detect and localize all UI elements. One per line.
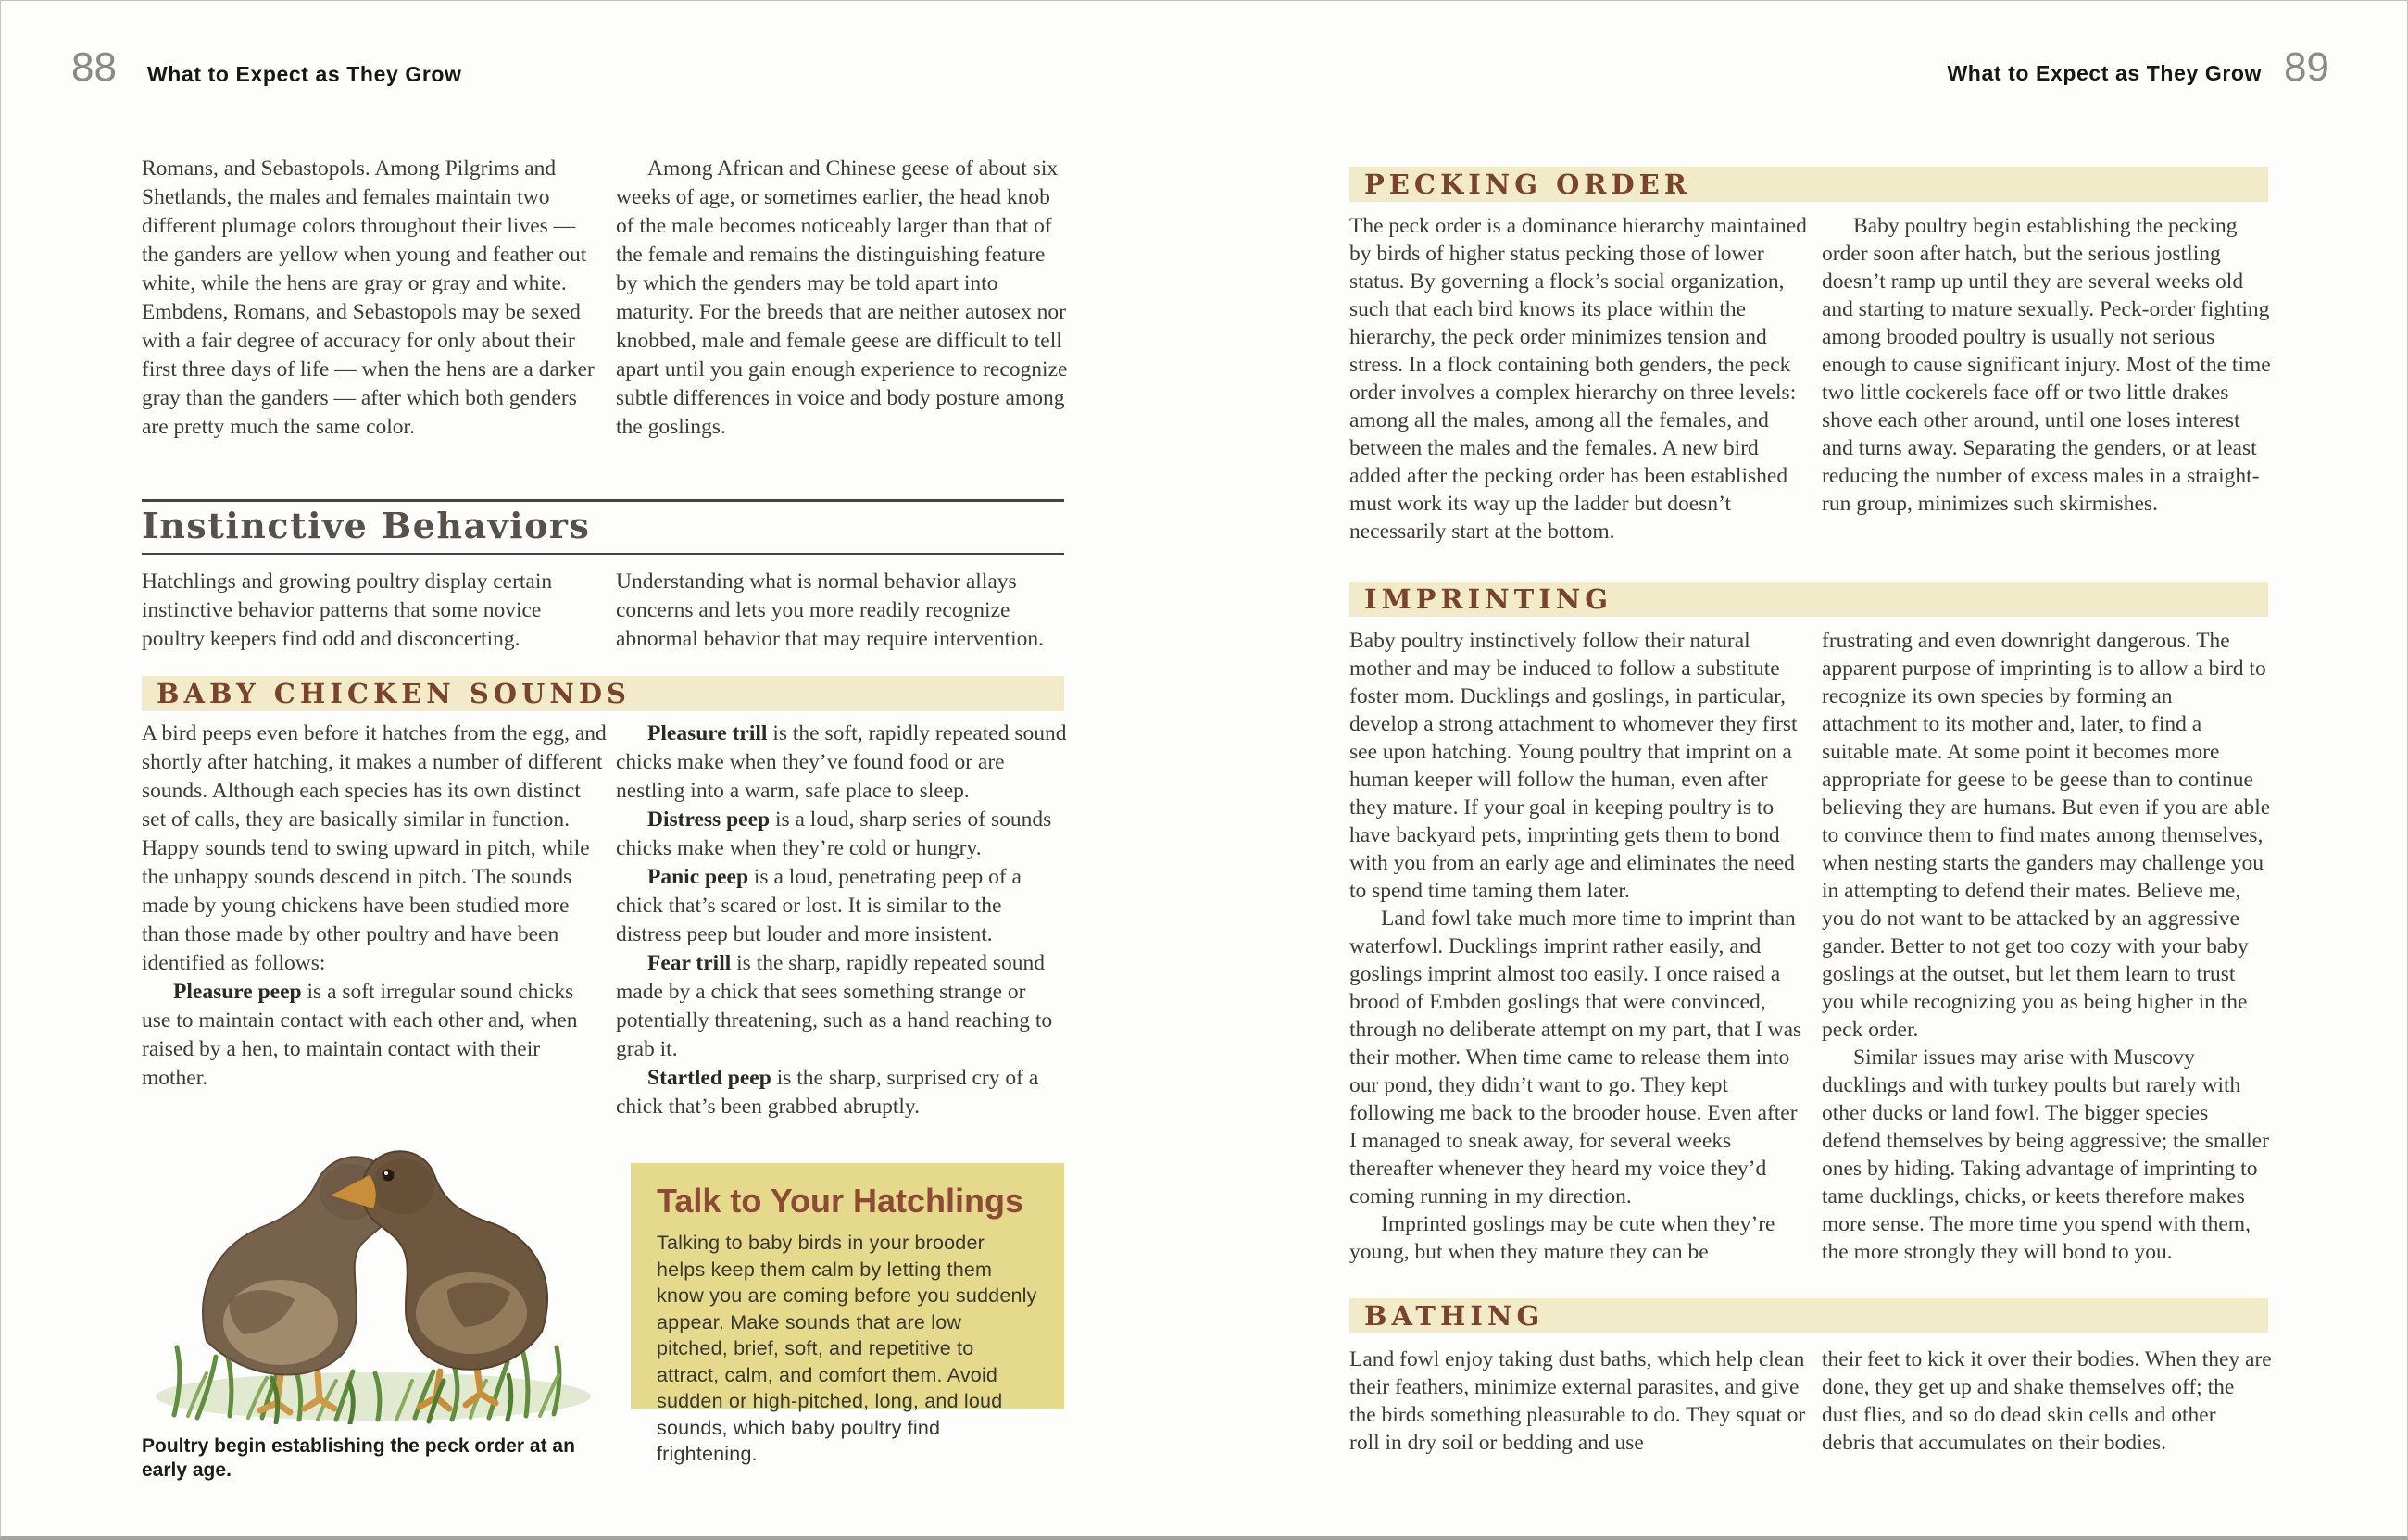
- sound-term: Distress peep: [647, 808, 771, 832]
- page-number-left: 88: [71, 44, 117, 90]
- bathing-column-1: [1349, 1346, 1807, 1457]
- subsection-header-imprinting: IMPRINTING: [1349, 582, 2268, 617]
- sound-term: Panic peep: [647, 865, 749, 889]
- paragraph: Baby poultry instinctively follow their natural mother and may be induced to follow a substitute foster mom. Ducklings and goslings, in particular, develop a strong attachment to whomever they first see upon hatching. Young poultry that imprint on a human keeper will follow the human, even after they mature. If your goal in keeping poultry is to have backyard pets, imprinting gets them to bond with you from an early age and eliminates the need to spend time taming them later.: [1349, 629, 1798, 903]
- baby-sounds-column-1: [142, 720, 607, 1093]
- sound-desc: is the sharp, surprised cry of a chick that’s been grabbed abruptly.: [616, 1066, 1039, 1119]
- tip-box-title: Talk to Your Hatchlings: [657, 1182, 1024, 1220]
- paragraph: Imprinted goslings may be cute when they’re young, but when they mature they can be: [1349, 1212, 1775, 1264]
- subsection-header-pecking-order: PECKING ORDER: [1349, 167, 2268, 202]
- pecking-order-column-2: [1822, 212, 2272, 518]
- subsection-header-baby-chicken-sounds: BABY CHICKEN SOUNDS: [142, 676, 1064, 711]
- ducklings-illustration: [142, 1105, 605, 1424]
- instinctive-column-2: [616, 568, 1072, 654]
- section-title-instinctive-behaviors: Instinctive Behaviors: [142, 505, 591, 546]
- sound-term: Pleasure trill: [647, 721, 768, 745]
- sound-desc: is a soft irregular sound chicks use to maintain contact with each other and, when raised by a hen, to maintain contact with their mother.: [142, 980, 578, 1090]
- image-caption: Poultry begin establishing the peck order at an early age.: [142, 1435, 575, 1481]
- sound-term: Startled peep: [647, 1066, 771, 1090]
- sound-item: [616, 720, 1072, 806]
- sound-desc: is the soft, rapidly repeated sound chicks make when they’ve found food or are nestling into a warm, safe place to sleep.: [616, 721, 1067, 803]
- imprinting-column-2: [1822, 627, 2272, 1266]
- sound-desc: is a loud, penetrating peep of a chick that’s scared or lost. It is similar to the distress peep but louder and more insistent.: [616, 865, 1022, 946]
- sound-item: [616, 806, 1072, 863]
- pecking-order-column-1: [1349, 212, 1807, 545]
- tip-box: [631, 1163, 1064, 1465]
- sound-desc: is the sharp, rapidly repeated sound made by a chick that sees something strange or potentially threatening, such as a hand reaching to grab it.: [616, 951, 1053, 1061]
- running-head-right: What to Expect as They Grow: [1947, 61, 2263, 85]
- intro-column-1: [142, 155, 607, 442]
- paragraph: Among African and Chinese geese of about six weeks of age, or sometimes earlier, the head knob of the male becomes noticeably larger than that of the female and remains the distinguishing feature by which the genders may be told apart into maturity. For the breeds that are neither autosex nor knobbed, male and female geese are difficult to tell apart until you gain enough experience to recognize subtle differences in voice and body posture among the goslings.: [616, 157, 1068, 439]
- sound-desc: is a loud, sharp series of sounds chicks make when they’re cold or hungry.: [616, 808, 1052, 860]
- paragraph: Land fowl take much more time to imprint than waterfowl. Ducklings imprint rather easily, and goslings imprint almost too easily. I once raised a brood of Embden goslings that were convinced, through no deliberate attempt on my part, that I was their mother. When time came to release them into our pond, they didn’t want to go. They kept following me back to the brooder house. Even after I managed to sneak away, for several weeks thereafter whenever they heard my voice they’d coming running in my direction.: [1349, 907, 1802, 1208]
- paragraph: Baby poultry begin establishing the pecking order soon after hatch, but the serious jostling doesn’t ramp up until they are several weeks old and starting to mature sexually. Peck-order fighting among brooded poultry is usually not serious enough to cause significant injury. Most of the time two little cockerels face off or two little drakes shove each other around, until one loses interest and turns away. Separating the genders, or at least reducing the number of excess males in a straight-run group, minimizes such skirmishes.: [1822, 214, 2271, 516]
- sound-item: [616, 863, 1072, 949]
- intro-column-2: [616, 155, 1072, 442]
- imprinting-column-1: [1349, 627, 1807, 1266]
- instinctive-column-1: [142, 568, 607, 654]
- sound-term: Pleasure peep: [173, 980, 302, 1004]
- paragraph: Understanding what is normal behavior allays concerns and lets you more readily recognize abnormal behavior that may require intervention.: [616, 570, 1045, 651]
- paragraph: Similar issues may arise with Muscovy ducklings and with turkey poults but rarely with other ducks or land fowl. The bigger species defend themselves by being aggressive; the smaller ones by hiding. Taking advantage of imprinting to tame ducklings, chicks, or keets therefore makes more sense. The more time you spend with them, the more strongly they will bond to you.: [1822, 1045, 2269, 1264]
- paragraph: their feet to kick it over their bodies. When they are done, they get up and shake themselves off; the dust flies, and so do dead skin cells and other debris that accumulates on their bodies.: [1822, 1347, 2272, 1455]
- paragraph: A bird peeps even before it hatches from the egg, and shortly after hatching, it makes a number of different sounds. Although each species has its own distinct set of calls, they are basically similar in function. Happy sounds tend to swing upward in pitch, while the unhappy sounds descend in pitch. The sounds made by young chickens have been studied more than those made by other poultry and have been identified as follows:: [142, 721, 607, 975]
- paragraph: frustrating and even downright dangerous. The apparent purpose of imprinting is to allow a bird to recognize its own species by forming an attachment to its mother and, later, to find a suitable mate. At some point it becomes more appropriate for geese to be geese than to continue believing they are humans. But even if you are able to convince them to find mates among themselves, when nesting starts the ganders may challenge you in attempting to defend their mates. Believe me, you do not want to be attacked by an aggressive gander. Better to not get too cozy with your baby goslings at the outset, but let them learn to trust you while recognizing you as being higher in the peck order.: [1822, 629, 2271, 1042]
- sound-term: Fear trill: [647, 951, 732, 975]
- running-head-left: What to Expect as They Grow: [147, 62, 462, 86]
- subsection-header-bathing: BATHING: [1349, 1298, 2268, 1333]
- baby-sounds-column-2: [616, 720, 1072, 1121]
- heading-rule-bottom: [142, 553, 1064, 555]
- paragraph: Land fowl enjoy taking dust baths, which help clean their feathers, minimize external parasites, and give the birds something pleasurable to do. They squat or roll in dry soil or bedding and use: [1349, 1347, 1806, 1455]
- paragraph: Romans, and Sebastopols. Among Pilgrims and Shetlands, the males and females maintain two different plumage colors throughout their lives — the ganders are yellow when young and feather out white, while the hens are gray or gray and white. Embdens, Romans, and Sebastopols may be sexed with a fair degree of accuracy for only about their first three days of life — when the hens are a darker gray than the ganders — after which both genders are pretty much the same color.: [142, 157, 595, 439]
- tip-box-body: Talking to baby birds in your brooder helps keep them calm by letting them know you are coming before you suddenly appear. Make sounds that are low pitched, brief, soft, and repetitive to attract, calm, and comfort them. Avoid sudden or high-pitched, long, and loud sounds, which baby poultry find frightening.: [657, 1232, 1037, 1465]
- running-head-right-row: [1947, 44, 2330, 90]
- paragraph: Hatchlings and growing poultry display certain instinctive behavior patterns that some novice poultry keepers find odd and disconcerting.: [142, 570, 553, 651]
- paragraph: The peck order is a dominance hierarchy maintained by birds of higher status pecking those of lower status. By governing a flock’s social organization, such that each bird knows its place within the hierarchy, the peck order minimizes tension and stress. In a flock containing both genders, the peck order involves a complex hierarchy on three levels: among all the males, among all the females, and between the males and the females. A new bird added after the pecking order has been established must work its way up the ladder but doesn’t necessarily start at the bottom.: [1349, 214, 1807, 544]
- sound-item: [142, 978, 607, 1093]
- heading-rule-top: [142, 499, 1064, 502]
- sound-item: [616, 1064, 1072, 1121]
- bathing-column-2: [1822, 1346, 2272, 1457]
- sound-item: [616, 949, 1072, 1064]
- page-number-right: 89: [2284, 44, 2329, 90]
